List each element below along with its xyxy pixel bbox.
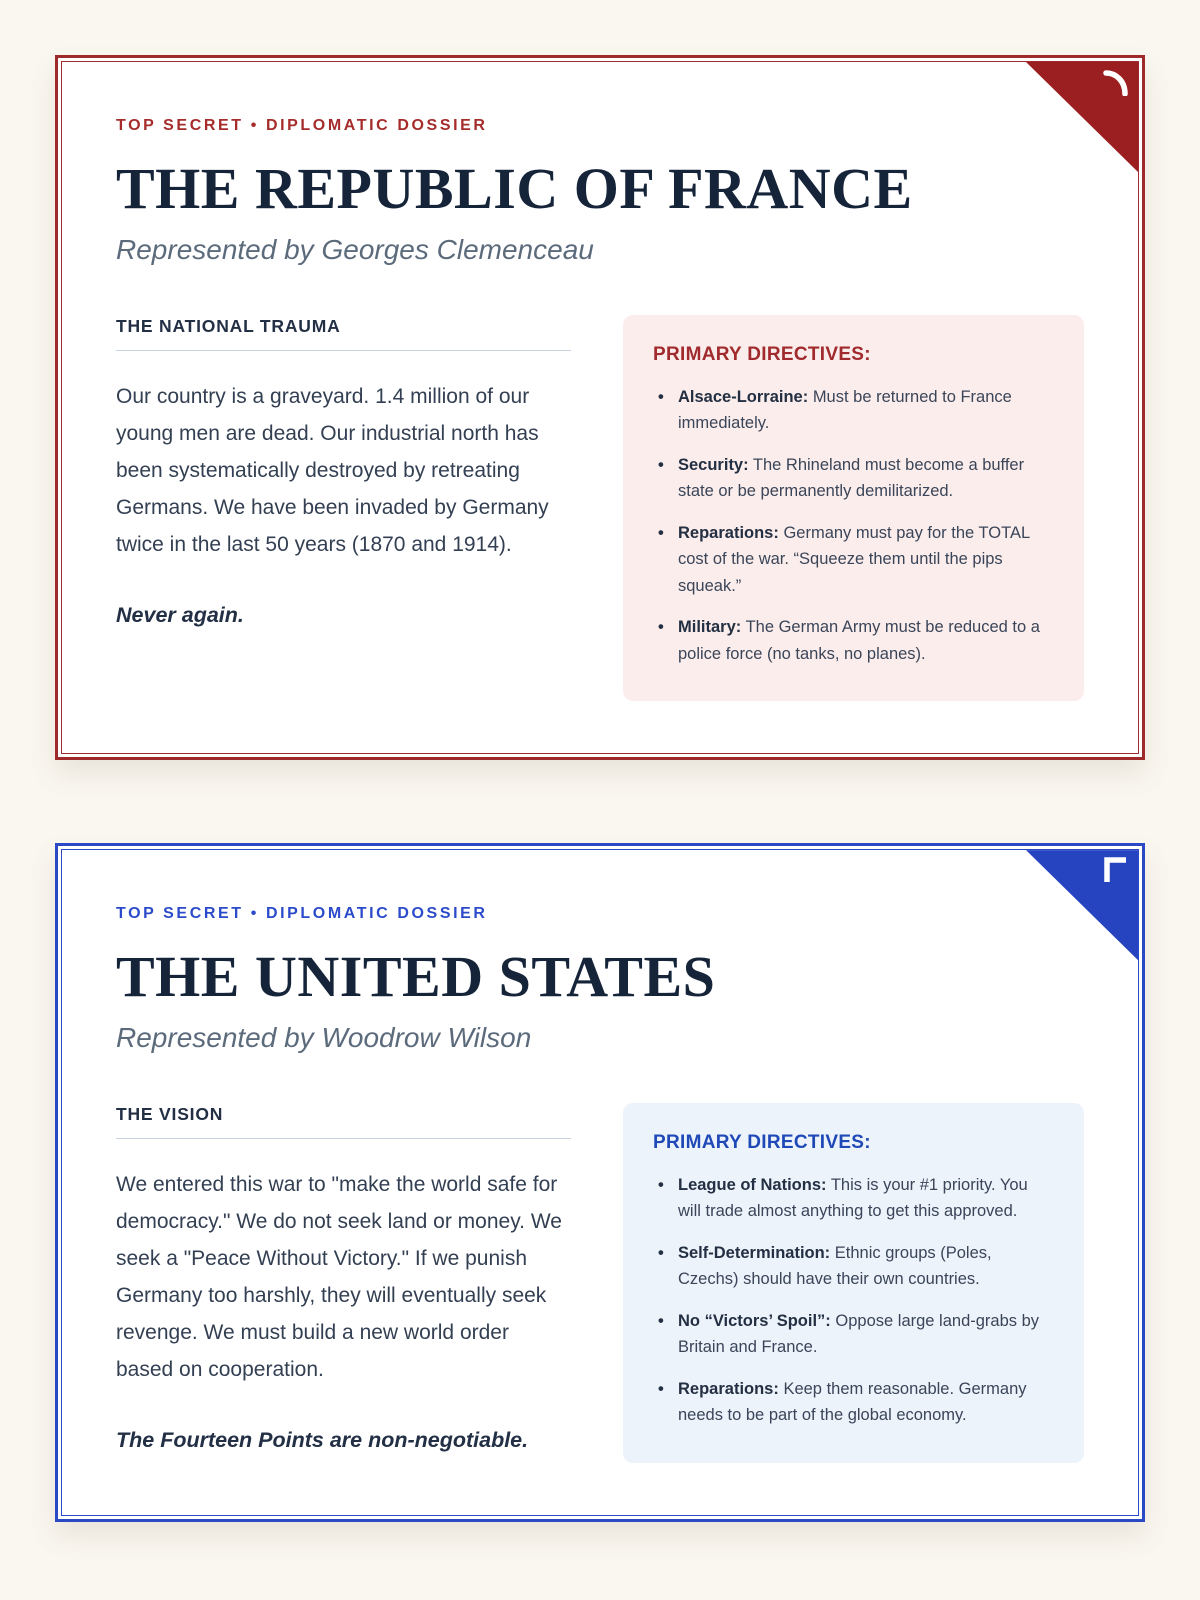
- list-item: [653, 614, 1054, 667]
- france-doc-label: TOP SECRET • DIPLOMATIC DOSSIER: [116, 117, 488, 134]
- us-paragraph: We entered this war to "make the world safe for democracy." We do not seek land or money. We seek a "Peace Without Victory." If we punish Germany too harshly, they will eventually seek revenge. We must build a new world order based on cooperation.: [116, 1172, 562, 1381]
- directive-term: Security:: [678, 455, 749, 474]
- directive-term: Reparations:: [678, 523, 779, 542]
- us-directives-list: [653, 1172, 1054, 1429]
- list-item: [653, 520, 1054, 600]
- list-item: [653, 1308, 1054, 1361]
- france-left-column: [116, 315, 571, 634]
- directive-term: Military:: [678, 618, 742, 637]
- france-content: [116, 315, 1084, 702]
- us-left-column: [116, 1103, 571, 1459]
- france-subtitle: Represented by Georges Clemenceau: [116, 233, 594, 265]
- us-content: [116, 1103, 1084, 1463]
- us-directives-heading: PRIMARY DIRECTIVES:: [653, 1131, 871, 1153]
- directive-term: League of Nations:: [678, 1175, 827, 1194]
- directive-term: Alsace-Lorraine:: [678, 387, 809, 406]
- directive-text: Oppose large land-grabs by Britain and France.: [678, 1311, 1040, 1357]
- us-title: THE UNITED STATES: [116, 944, 716, 1010]
- france-dossier-card: [55, 55, 1145, 760]
- us-section-heading: THE VISION: [116, 1103, 571, 1139]
- france-paragraph: Our country is a graveyard. 1.4 million of our young men are dead. Our industrial north has been systematically destroyed by retreating Germans. We have been invaded by Germany twice in the last 50 years (1870 and 1914).: [116, 384, 549, 556]
- list-item: [653, 1240, 1054, 1293]
- list-item: [653, 452, 1054, 505]
- france-title: THE REPUBLIC OF FRANCE: [116, 156, 913, 221]
- directive-text: Germany must pay for the TOTAL cost of the war. “Squeeze them until the pips squeak.”: [678, 523, 1030, 595]
- france-directives-heading: PRIMARY DIRECTIVES:: [653, 343, 871, 365]
- directive-term: Self-Determination:: [678, 1243, 831, 1262]
- france-card-body: [58, 58, 1142, 757]
- directive-term: No “Victors’ Spoil”:: [678, 1311, 831, 1330]
- directive-text: The Rhineland must become a buffer state or be permanently demilitarized.: [678, 455, 1025, 501]
- directive-text: Ethnic groups (Poles, Czechs) should have their own countries.: [678, 1243, 992, 1289]
- directive-text: This is your #1 priority. You will trade almost anything to get this approved.: [678, 1175, 1028, 1221]
- list-item: [653, 1172, 1054, 1225]
- us-subtitle: Represented by Woodrow Wilson: [116, 1021, 532, 1053]
- france-section-heading: THE NATIONAL TRAUMA: [116, 315, 571, 351]
- us-emphasis: The Fourteen Points are non-negotiable.: [116, 1427, 529, 1452]
- directive-term: Reparations:: [678, 1379, 779, 1398]
- us-doc-label: TOP SECRET • DIPLOMATIC DOSSIER: [116, 905, 488, 923]
- list-item: [653, 1376, 1054, 1429]
- directive-text: Keep them reasonable. Germany needs to be part of the global economy.: [678, 1379, 1027, 1425]
- directive-text: Must be returned to France immediately.: [678, 387, 1012, 433]
- directive-text: The German Army must be reduced to a police force (no tanks, no planes).: [678, 618, 1040, 663]
- us-card-body: [58, 846, 1142, 1519]
- france-emphasis: Never again.: [116, 602, 244, 627]
- france-directives-box: [623, 315, 1084, 702]
- united-states-dossier-card: [55, 843, 1145, 1522]
- us-directives-box: [623, 1103, 1084, 1463]
- list-item: [653, 384, 1054, 437]
- france-directives-list: [653, 384, 1054, 668]
